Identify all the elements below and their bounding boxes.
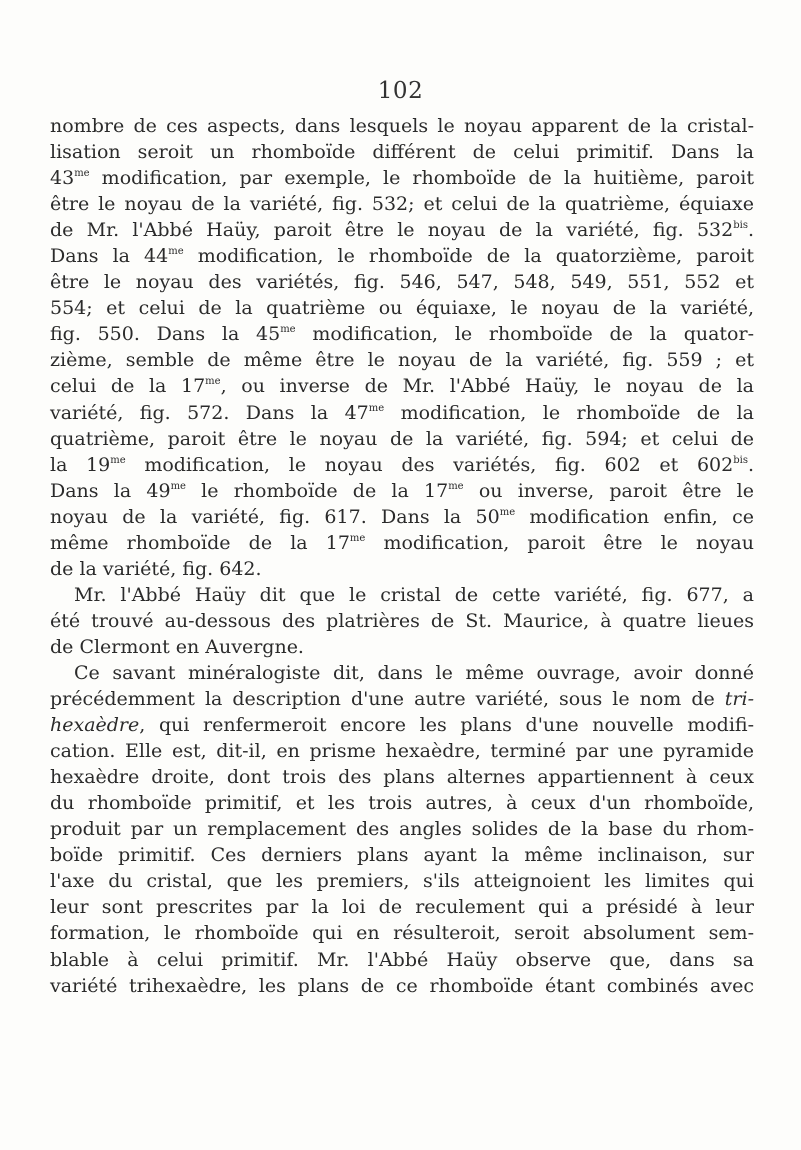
text-line: Ce savant minéralogiste dit, dans le même ouvrage, avoir donné xyxy=(74,661,754,684)
text-line: de la variété, fig. 642. xyxy=(50,557,262,580)
paragraph xyxy=(50,660,754,999)
text-line: de Mr. l'Abbé Haüy, paroit être le noyau de la variété, fig. $532^{bis}$. xyxy=(50,219,754,242)
text-line: être le noyau de la variété, fig. 532; et celui de la quatrième, équiaxe xyxy=(50,193,754,216)
text-line: fig. 550. Dans la $45^{me}$ modification, le rhomboïde de la quator- xyxy=(50,323,755,346)
text-line: Mr. l'Abbé Haüy dit que le cristal de cette variété, fig. 677, a xyxy=(74,583,754,606)
body-text xyxy=(50,113,754,999)
text-line: hexaèdre droite, dont trois des plans alternes appartiennent à ceux xyxy=(50,766,754,789)
text-line: la $19^{me}$ modification, le noyau des variétés, fig. 602 et $602^{bis}$. xyxy=(50,453,754,476)
text-line: celui de la $17^{me}$, ou inverse de Mr. l'Abbé Haüy, le noyau de la xyxy=(50,375,754,398)
text-line: produit par un remplacement des angles solides de la base du rhom- xyxy=(50,818,754,841)
text-line: 554; et celui de la quatrième ou équiaxe, le noyau de la variété, xyxy=(50,297,754,320)
text-line: être le noyau des variétés, fig. 546, 547, 548, 549, 551, 552 et xyxy=(50,271,754,294)
text-line: été trouvé au-dessous des platrières de St. Maurice, à quatre lieues xyxy=(50,609,754,632)
text-line: variété trihexaèdre, les plans de ce rhomboïde étant combinés avec xyxy=(50,974,754,997)
text-line: quatrième, paroit être le noyau de la variété, fig. 594; et celui de xyxy=(50,427,754,450)
text-line: noyau de la variété, fig. 617. Dans la $50^{me}$ modification enfin, ce xyxy=(50,505,754,528)
paragraph xyxy=(50,582,754,660)
text-line: blable à celui primitif. Mr. l'Abbé Haüy observe que, dans sa xyxy=(50,948,754,971)
page-number: 102 xyxy=(377,78,424,104)
text-line: même rhomboïde de la $17^{me}$ modification, paroit être le noyau xyxy=(50,531,755,554)
text-line: l'axe du cristal, que les premiers, s'ils atteignoient les limites qui xyxy=(50,870,754,893)
text-line: Dans la $44^{me}$ modification, le rhomboïde de la quatorzième, paroit xyxy=(50,245,754,268)
text-line: hexaèdre, qui renfermeroit encore les plans d'une nouvelle modifi- xyxy=(50,714,754,737)
text-line: cation. Elle est, dit-il, en prisme hexaèdre, terminé par une pyramide xyxy=(50,740,754,763)
text-line: zième, semble de même être le noyau de la variété, fig. 559 ; et xyxy=(50,349,754,372)
text-line: précédemment la description d'une autre variété, sous le nom de tri- xyxy=(50,688,754,711)
text-line: boïde primitif. Ces derniers plans ayant la même inclinaison, sur xyxy=(50,844,754,867)
text-line: leur sont prescrites par la loi de reculement qui a présidé à leur xyxy=(50,896,754,919)
text-line: nombre de ces aspects, dans lesquels le noyau apparent de la cristal- xyxy=(50,115,754,137)
text-line: formation, le rhomboïde qui en résulteroit, seroit absolument sem- xyxy=(50,922,754,945)
text-line: lisation seroit un rhomboïde différent de celui primitif. Dans la xyxy=(50,141,754,164)
text-line: $43^{me}$ modification, par exemple, le rhomboïde de la huitième, paroit xyxy=(50,167,754,190)
text-line: du rhomboïde primitif, et les trois autres, à ceux d'un rhomboïde, xyxy=(50,792,754,815)
text-line: variété, fig. 572. Dans la $47^{me}$ modification, le rhomboïde de la xyxy=(50,401,754,424)
text-line: Dans la $49^{me}$ le rhomboïde de la $17^{me}$ ou inverse, paroit être le xyxy=(50,479,754,502)
text-line: de Clermont en Auvergne. xyxy=(50,635,304,658)
paragraph xyxy=(50,113,754,582)
